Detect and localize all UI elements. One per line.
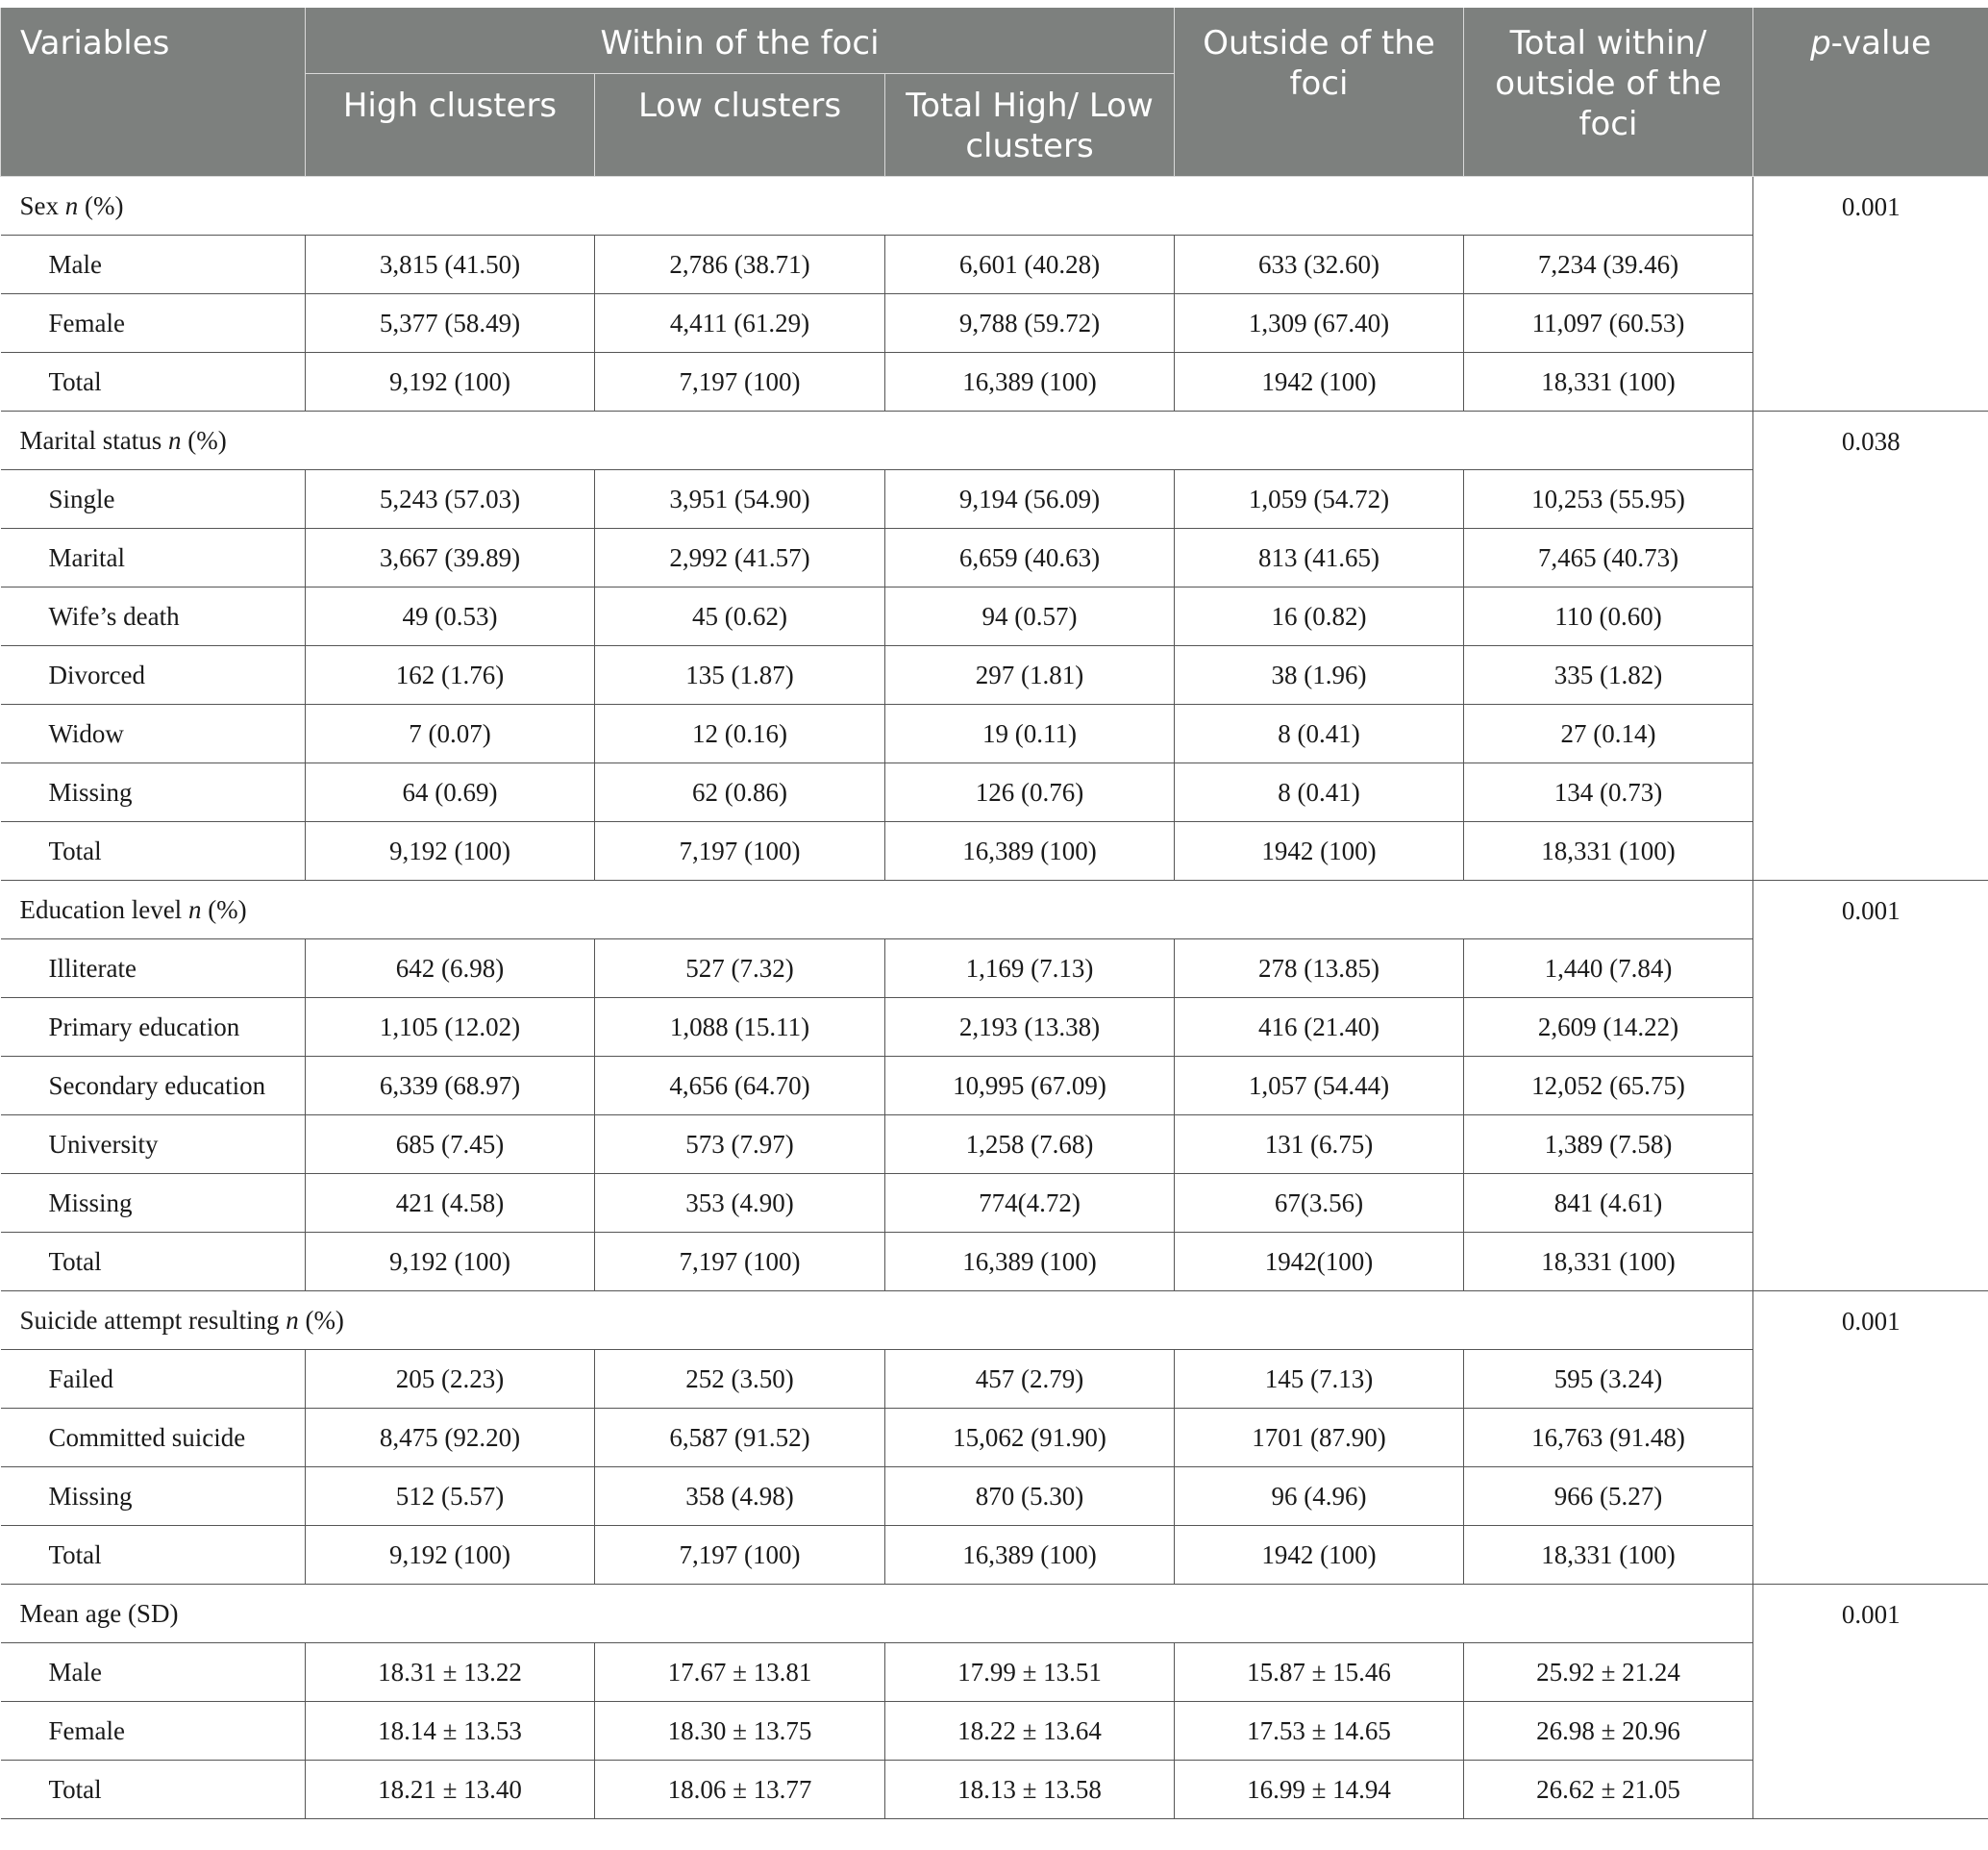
table-cell: 6,587 (91.52) xyxy=(595,1409,885,1467)
table-cell: 205 (2.23) xyxy=(306,1350,595,1409)
header-total-high-low: Total High/ Low clusters xyxy=(885,74,1175,177)
table-cell: 2,786 (38.71) xyxy=(595,236,885,294)
header-low-clusters: Low clusters xyxy=(595,74,885,177)
table-cell: 870 (5.30) xyxy=(885,1467,1175,1526)
p-value: 0.038 xyxy=(1753,412,1988,881)
row-label: Secondary education xyxy=(1,1057,306,1115)
table-cell: 353 (4.90) xyxy=(595,1174,885,1233)
table-cell: 18.06 ± 13.77 xyxy=(595,1761,885,1819)
table-cell: 685 (7.45) xyxy=(306,1115,595,1174)
row-label: Female xyxy=(1,294,306,353)
row-label: Female xyxy=(1,1702,306,1761)
table-cell: 8 (0.41) xyxy=(1175,705,1464,763)
table-cell: 19 (0.11) xyxy=(885,705,1175,763)
table-cell: 6,339 (68.97) xyxy=(306,1057,595,1115)
table-row xyxy=(1,588,1988,646)
table-cell: 10,995 (67.09) xyxy=(885,1057,1175,1115)
table-cell: 2,193 (13.38) xyxy=(885,998,1175,1057)
table-cell: 252 (3.50) xyxy=(595,1350,885,1409)
row-label: Total xyxy=(1,1761,306,1819)
table-cell: 633 (32.60) xyxy=(1175,236,1464,294)
table-cell: 1,440 (7.84) xyxy=(1464,939,1753,998)
table-row xyxy=(1,646,1988,705)
row-label: Missing xyxy=(1,763,306,822)
table-cell: 110 (0.60) xyxy=(1464,588,1753,646)
p-value: 0.001 xyxy=(1753,1291,1988,1585)
table-cell: 297 (1.81) xyxy=(885,646,1175,705)
table-row xyxy=(1,353,1988,412)
table-cell: 9,192 (100) xyxy=(306,1526,595,1585)
row-label: Marital xyxy=(1,529,306,588)
table-row xyxy=(1,763,1988,822)
table-cell: 7,197 (100) xyxy=(595,353,885,412)
table-cell: 1,309 (67.40) xyxy=(1175,294,1464,353)
table-cell: 16,763 (91.48) xyxy=(1464,1409,1753,1467)
table-cell: 38 (1.96) xyxy=(1175,646,1464,705)
table-cell: 96 (4.96) xyxy=(1175,1467,1464,1526)
table-cell: 1942 (100) xyxy=(1175,1526,1464,1585)
table-row xyxy=(1,1174,1988,1233)
table-cell: 813 (41.65) xyxy=(1175,529,1464,588)
table-cell: 16,389 (100) xyxy=(885,1233,1175,1291)
table-cell: 18.30 ± 13.75 xyxy=(595,1702,885,1761)
header-p-value: p-value xyxy=(1753,8,1988,177)
table-header xyxy=(1,8,1988,177)
table-cell: 2,609 (14.22) xyxy=(1464,998,1753,1057)
table-body xyxy=(1,177,1988,1819)
table-cell: 11,097 (60.53) xyxy=(1464,294,1753,353)
table-cell: 45 (0.62) xyxy=(595,588,885,646)
p-value: 0.001 xyxy=(1753,881,1988,1291)
table-cell: 7,197 (100) xyxy=(595,1526,885,1585)
table-cell: 642 (6.98) xyxy=(306,939,595,998)
header-within-foci: Within of the foci xyxy=(306,8,1175,74)
table-cell: 7 (0.07) xyxy=(306,705,595,763)
table-cell: 145 (7.13) xyxy=(1175,1350,1464,1409)
table-row xyxy=(1,1643,1988,1702)
table-row xyxy=(1,1526,1988,1585)
table-cell: 162 (1.76) xyxy=(306,646,595,705)
table-cell: 18,331 (100) xyxy=(1464,822,1753,881)
table-cell: 62 (0.86) xyxy=(595,763,885,822)
row-label: Wife’s death xyxy=(1,588,306,646)
table-cell: 9,194 (56.09) xyxy=(885,470,1175,529)
table-cell: 18.14 ± 13.53 xyxy=(306,1702,595,1761)
table-cell: 8,475 (92.20) xyxy=(306,1409,595,1467)
table-cell: 18.22 ± 13.64 xyxy=(885,1702,1175,1761)
header-high-clusters: High clusters xyxy=(306,74,595,177)
row-label: Widow xyxy=(1,705,306,763)
table-cell: 573 (7.97) xyxy=(595,1115,885,1174)
section-title: Education level n (%) xyxy=(1,881,1753,939)
header-outside-foci: Outside of the foci xyxy=(1175,8,1464,177)
table-row xyxy=(1,1467,1988,1526)
table-cell: 966 (5.27) xyxy=(1464,1467,1753,1526)
table-cell: 1,088 (15.11) xyxy=(595,998,885,1057)
table-cell: 10,253 (55.95) xyxy=(1464,470,1753,529)
table-cell: 595 (3.24) xyxy=(1464,1350,1753,1409)
row-label: Committed suicide xyxy=(1,1409,306,1467)
row-label: Divorced xyxy=(1,646,306,705)
table-cell: 3,667 (39.89) xyxy=(306,529,595,588)
table-cell: 512 (5.57) xyxy=(306,1467,595,1526)
table-cell: 4,656 (64.70) xyxy=(595,1057,885,1115)
table-cell: 7,234 (39.46) xyxy=(1464,236,1753,294)
section-title: Marital status n (%) xyxy=(1,412,1753,470)
table-cell: 335 (1.82) xyxy=(1464,646,1753,705)
table-cell: 774(4.72) xyxy=(885,1174,1175,1233)
table-cell: 16,389 (100) xyxy=(885,1526,1175,1585)
table-cell: 18.13 ± 13.58 xyxy=(885,1761,1175,1819)
table-row xyxy=(1,939,1988,998)
table-row xyxy=(1,1115,1988,1174)
table-cell: 3,951 (54.90) xyxy=(595,470,885,529)
table-cell: 527 (7.32) xyxy=(595,939,885,998)
table-cell: 9,192 (100) xyxy=(306,822,595,881)
table-cell: 18.21 ± 13.40 xyxy=(306,1761,595,1819)
table-cell: 9,788 (59.72) xyxy=(885,294,1175,353)
row-label: Total xyxy=(1,822,306,881)
table-cell: 416 (21.40) xyxy=(1175,998,1464,1057)
section-title: Sex n (%) xyxy=(1,177,1753,236)
table-cell: 8 (0.41) xyxy=(1175,763,1464,822)
table-cell: 1942 (100) xyxy=(1175,353,1464,412)
data-table xyxy=(0,8,1988,1819)
table-cell: 26.62 ± 21.05 xyxy=(1464,1761,1753,1819)
table-row xyxy=(1,705,1988,763)
table-row xyxy=(1,470,1988,529)
table-cell: 421 (4.58) xyxy=(306,1174,595,1233)
table-cell: 25.92 ± 21.24 xyxy=(1464,1643,1753,1702)
table-cell: 358 (4.98) xyxy=(595,1467,885,1526)
table-row xyxy=(1,1057,1988,1115)
table-row xyxy=(1,236,1988,294)
table-cell: 1942 (100) xyxy=(1175,822,1464,881)
table-cell: 6,601 (40.28) xyxy=(885,236,1175,294)
table-row xyxy=(1,1233,1988,1291)
row-label: Total xyxy=(1,353,306,412)
table-cell: 9,192 (100) xyxy=(306,353,595,412)
p-value: 0.001 xyxy=(1753,177,1988,412)
row-label: Missing xyxy=(1,1467,306,1526)
table-cell: 18.31 ± 13.22 xyxy=(306,1643,595,1702)
row-label: Total xyxy=(1,1526,306,1585)
table-cell: 17.53 ± 14.65 xyxy=(1175,1702,1464,1761)
row-label: Single xyxy=(1,470,306,529)
table-cell: 135 (1.87) xyxy=(595,646,885,705)
table-cell: 18,331 (100) xyxy=(1464,1526,1753,1585)
table-cell: 7,465 (40.73) xyxy=(1464,529,1753,588)
section-row xyxy=(1,177,1988,236)
table-cell: 18,331 (100) xyxy=(1464,1233,1753,1291)
table-cell: 16,389 (100) xyxy=(885,822,1175,881)
table-cell: 134 (0.73) xyxy=(1464,763,1753,822)
table-cell: 26.98 ± 20.96 xyxy=(1464,1702,1753,1761)
table-row xyxy=(1,529,1988,588)
table-cell: 15,062 (91.90) xyxy=(885,1409,1175,1467)
table-row xyxy=(1,1350,1988,1409)
table-row xyxy=(1,998,1988,1057)
table-cell: 16.99 ± 14.94 xyxy=(1175,1761,1464,1819)
row-label: Missing xyxy=(1,1174,306,1233)
row-label: Male xyxy=(1,236,306,294)
header-total-within-outside: Total within/ outside of the foci xyxy=(1464,8,1753,177)
table-cell: 1942(100) xyxy=(1175,1233,1464,1291)
table-row xyxy=(1,294,1988,353)
table-cell: 131 (6.75) xyxy=(1175,1115,1464,1174)
table-cell: 17.99 ± 13.51 xyxy=(885,1643,1175,1702)
table-row xyxy=(1,1409,1988,1467)
table-cell: 1,059 (54.72) xyxy=(1175,470,1464,529)
table-cell: 1,057 (54.44) xyxy=(1175,1057,1464,1115)
table-cell: 94 (0.57) xyxy=(885,588,1175,646)
table-cell: 6,659 (40.63) xyxy=(885,529,1175,588)
row-label: Total xyxy=(1,1233,306,1291)
row-label: Illiterate xyxy=(1,939,306,998)
row-label: Primary education xyxy=(1,998,306,1057)
header-variables: Variables xyxy=(1,8,306,177)
table-cell: 64 (0.69) xyxy=(306,763,595,822)
row-label: Failed xyxy=(1,1350,306,1409)
table-cell: 2,992 (41.57) xyxy=(595,529,885,588)
table-cell: 17.67 ± 13.81 xyxy=(595,1643,885,1702)
table-cell: 4,411 (61.29) xyxy=(595,294,885,353)
table-cell: 7,197 (100) xyxy=(595,822,885,881)
table-cell: 49 (0.53) xyxy=(306,588,595,646)
table-cell: 1,389 (7.58) xyxy=(1464,1115,1753,1174)
table-cell: 3,815 (41.50) xyxy=(306,236,595,294)
section-title: Mean age (SD) xyxy=(1,1585,1753,1643)
table-cell: 27 (0.14) xyxy=(1464,705,1753,763)
table-row xyxy=(1,822,1988,881)
table-row xyxy=(1,1761,1988,1819)
section-row xyxy=(1,412,1988,470)
table-cell: 1,258 (7.68) xyxy=(885,1115,1175,1174)
section-title: Suicide attempt resulting n (%) xyxy=(1,1291,1753,1350)
section-row xyxy=(1,1291,1988,1350)
table-cell: 278 (13.85) xyxy=(1175,939,1464,998)
table-cell: 126 (0.76) xyxy=(885,763,1175,822)
table-row xyxy=(1,1702,1988,1761)
p-value: 0.001 xyxy=(1753,1585,1988,1819)
table-cell: 16,389 (100) xyxy=(885,353,1175,412)
table-cell: 12 (0.16) xyxy=(595,705,885,763)
row-label: University xyxy=(1,1115,306,1174)
table-cell: 9,192 (100) xyxy=(306,1233,595,1291)
row-label: Male xyxy=(1,1643,306,1702)
table-cell: 457 (2.79) xyxy=(885,1350,1175,1409)
table-cell: 5,243 (57.03) xyxy=(306,470,595,529)
table-cell: 1701 (87.90) xyxy=(1175,1409,1464,1467)
table-cell: 67(3.56) xyxy=(1175,1174,1464,1233)
table-cell: 12,052 (65.75) xyxy=(1464,1057,1753,1115)
table-cell: 16 (0.82) xyxy=(1175,588,1464,646)
table-cell: 1,169 (7.13) xyxy=(885,939,1175,998)
table-cell: 15.87 ± 15.46 xyxy=(1175,1643,1464,1702)
table-cell: 1,105 (12.02) xyxy=(306,998,595,1057)
section-row xyxy=(1,881,1988,939)
section-row xyxy=(1,1585,1988,1643)
table-cell: 7,197 (100) xyxy=(595,1233,885,1291)
table-cell: 5,377 (58.49) xyxy=(306,294,595,353)
table-cell: 841 (4.61) xyxy=(1464,1174,1753,1233)
table-cell: 18,331 (100) xyxy=(1464,353,1753,412)
